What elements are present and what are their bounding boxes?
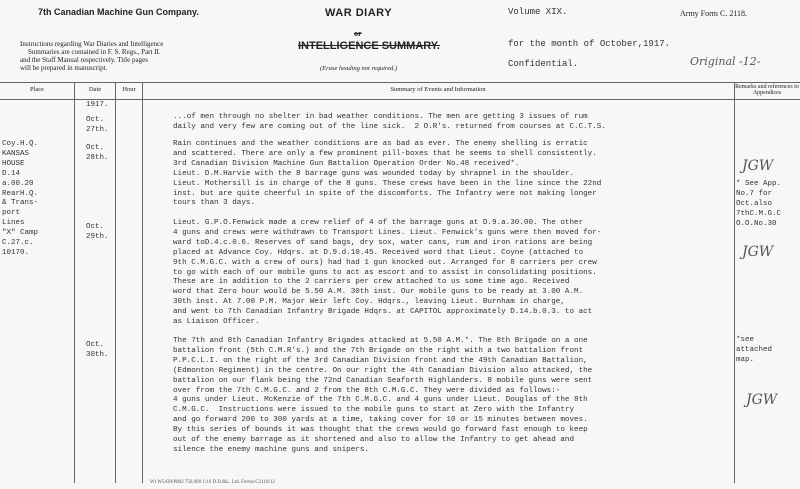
entry-oct-30: The 7th and 8th Canadian Infantry Brigades attacked at 5.50 A.M.*. The 8th Brigade on a one battalion front (5th C.M.R's.) and the 7th Brigade on the right with a two battalion front P.P.C.L.I. on the right of the 3rd Canadian Division front and the 49th Canadian Battalion, (Edmonton Regiment) in the centre. On our right the 4th Canadian Division also attacked, the battalion on our flank being the 72nd Canadian Seaforth Highlanders. 8 mobile guns were sent over from the 7th C.M.G.C. and 2 from the 8th C.M.G.C. They were divided as follows:- 4 guns under Lieut. McKenzie of the 7th C.M.G.C. and 4 guns under Lieut. Douglas of the 8th C.M.G.C. Instructions were issued to the mobile guns to start at Zero with the Infantry and go forward 200 to 300 yards at a time, taking cover for 10 or 15 minutes between moves. By this series of bounds it was thought that the crews would go forward fast enough to keep out of the enemy barrage as it shortened and also to allow the Infantry to get ahead and silence the enemy machine guns and snipers.	[173, 337, 593, 454]
date-oct-28: Oct. 28th.	[86, 144, 109, 162]
column-hour: Hour	[122, 86, 136, 93]
diary-title: WAR DIARY	[325, 7, 393, 19]
unit-name: 7th Canadian Machine Gun Company.	[38, 7, 199, 17]
instructions-line-2: Summaries are contained in F. S. Regs., Part II.	[28, 48, 161, 56]
entry-oct-27: ...of men through no shelter in bad weather conditions. The men are getting 3 issues of rum daily and very few are coming out of the line sick. 2 O.R's. returned from courses at C.C.T.S.	[173, 113, 606, 131]
rule-date	[115, 83, 116, 483]
instructions-line-1: Instructions regarding War Diaries and Intelligence	[20, 40, 164, 48]
column-place: Place	[29, 86, 45, 93]
original-stamp: Original -12-	[690, 55, 761, 68]
date-oct-30: Oct. 30th.	[86, 341, 109, 359]
month-line: for the month of October,1917.	[508, 39, 671, 49]
rule-summary	[734, 83, 735, 483]
column-summary: Summary of Events and Information	[390, 86, 486, 93]
date-oct-29: Oct. 29th.	[86, 223, 109, 241]
column-header-rule	[0, 99, 800, 100]
entry-oct-29: Lieut. G.P.O.Fenwick made a crew relief of 4 of the barrage guns at D.9.a.30.00. The other 4 guns and crews were withdrawn to Transport Lines. Lieut. Fenwick's guns were then moved for- ward toD.4.c.0.6. Reserves of sand bags, dry sox, water cans, rum and iron rations are being placed at Advance Coy. Hdqrs. at D.9.d.10.45. Received word that Lieut. Coyne (attached to 9th C.M.G.C. with a crew of ours) had had 1 gun knocked out. Arranged for 8 carriers per crew to go with each of our mobile guns to act as escort and to assist in consolidating positions. These are in addition to the 2 carriers per crew attached to us some time ago. Received word that Zero hour would be 5.50 A.M. 30th inst. Our mobile guns to be ready at 3.00 A.M. 30th inst. At 7.00 P.M. Major Weir left Coy. Hdqrs., leaving Lieut. Burnham in charge, and went to 7th Canadian Infantry Brigade Hdqrs. at CAPITOL approximately D.14.b.0.3. to act as Liaison Officer.	[173, 219, 602, 327]
confidential: Confidential.	[508, 59, 579, 69]
column-date: Date	[88, 86, 102, 93]
date-year: 1917.	[86, 101, 109, 109]
volume: Volume XIX.	[508, 7, 568, 17]
erase-note: (Erase heading not required.)	[320, 65, 398, 72]
title-or: or	[354, 29, 362, 38]
intelligence-summary-title: INTELLIGENCE SUMMARY.	[298, 40, 440, 52]
column-remarks: Remarks and references to Appendices	[735, 84, 799, 96]
initials-1: JGW	[742, 158, 774, 174]
initials-3: JGW	[746, 392, 778, 408]
army-form: Army Form C. 2118.	[680, 9, 748, 18]
table-top-rule	[0, 82, 800, 83]
entry-oct-28: Rain continues and the weather conditions are as bad as ever. The enemy shelling is erratic and scattered. There are only a few prominent pill-boxes that he seems to shell consistently. 3rd Canadian Division Machine Gun Battalion Operation Order No.48 received*. Lieut. D.M.Harvie with the 8 barrage guns was wounded today by shrapnel in the shoulder. Lieut. Mothersill is in charge of the 8 guns. These crews have been in the line since the 22nd inst. but are quite cheerful in spite of the discomforts. The Infantry were not making longer tours than 3 days.	[173, 140, 602, 208]
initials-2: JGW	[742, 244, 774, 260]
instructions-line-4: will be prepared in manuscript.	[20, 64, 108, 72]
instructions-line-3: and the Staff Manual respectively. Title pages	[20, 56, 148, 64]
date-oct-27: Oct. 27th.	[86, 116, 109, 134]
rule-place	[74, 83, 75, 483]
form-footer: Wt W5439/P802 750,000 1/16 D.D.&L. Ltd. Forms/C2118/12	[150, 480, 275, 485]
rule-hour	[142, 83, 143, 483]
instructions	[20, 40, 210, 72]
place-text: Coy.H.Q. KANSAS HOUSE D.14 a.00.20 RearH.Q. & Trans- port Lines "X" Camp C.27.c. 10170.	[2, 140, 39, 257]
remarks-map: *see attached map.	[736, 336, 773, 364]
remarks-appendix: * See App. No.7 for Oct.also 7thC.M.G.C O.O.No.30	[736, 180, 782, 228]
